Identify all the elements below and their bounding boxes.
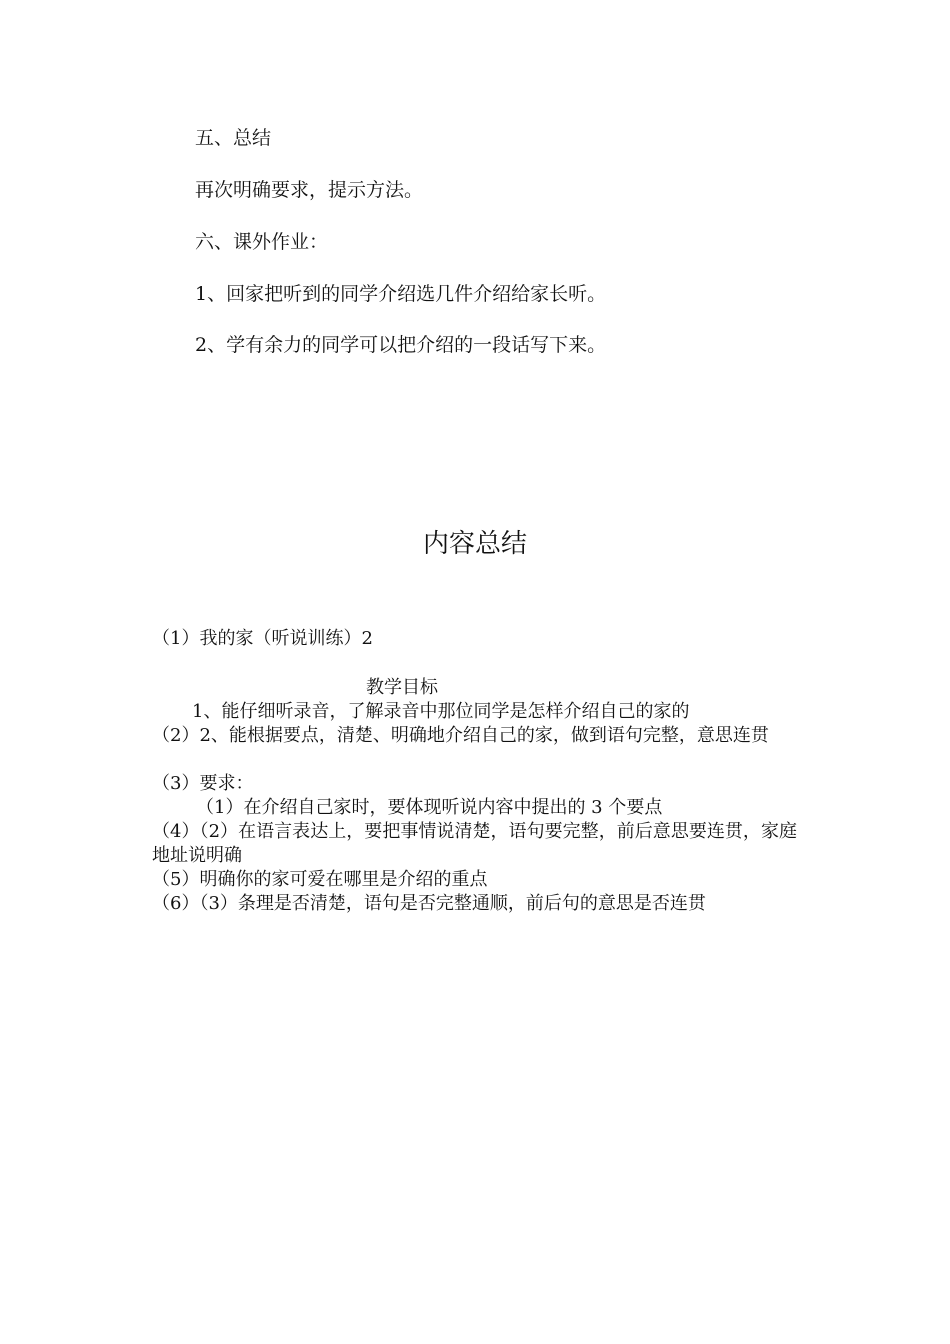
summary-item-4: （4）（2）在语言表达上，要把事情说清楚，语句要完整，前后意思要连贯，家庭地址说明确 <box>152 821 797 866</box>
heading-summary: 五、总结 <box>195 127 272 149</box>
homework-item-1: 1、回家把听到的同学介绍选几件介绍给家长听。 <box>195 283 607 305</box>
goal-heading: 教学目标 <box>366 677 438 698</box>
heading-homework: 六、课外作业： <box>195 231 329 253</box>
summary-item-2: （2）2、能根据要点，清楚、明确地介绍自己的家，做到语句完整，意思连贯 <box>152 725 769 746</box>
summary-item-3: （3）要求： <box>152 773 254 794</box>
goal-item-1: 1、能仔细听录音，了解录音中那位同学是怎样介绍自己的家的 <box>192 701 690 722</box>
summary-line: 再次明确要求，提示方法。 <box>195 179 424 201</box>
requirement-item-1: （1）在介绍自己家时，要体现听说内容中提出的 3 个要点 <box>196 797 663 818</box>
content-summary-title: 内容总结 <box>422 529 527 559</box>
homework-item-2: 2、学有余力的同学可以把介绍的一段话写下来。 <box>195 334 607 356</box>
summary-item-6: （6）（3）条理是否清楚，语句是否完整通顺，前后句的意思是否连贯 <box>152 893 706 914</box>
summary-item-5: （5）明确你的家可爱在哪里是介绍的重点 <box>152 869 488 890</box>
summary-item-1: （1）我的家（听说训练）2 <box>152 628 373 649</box>
